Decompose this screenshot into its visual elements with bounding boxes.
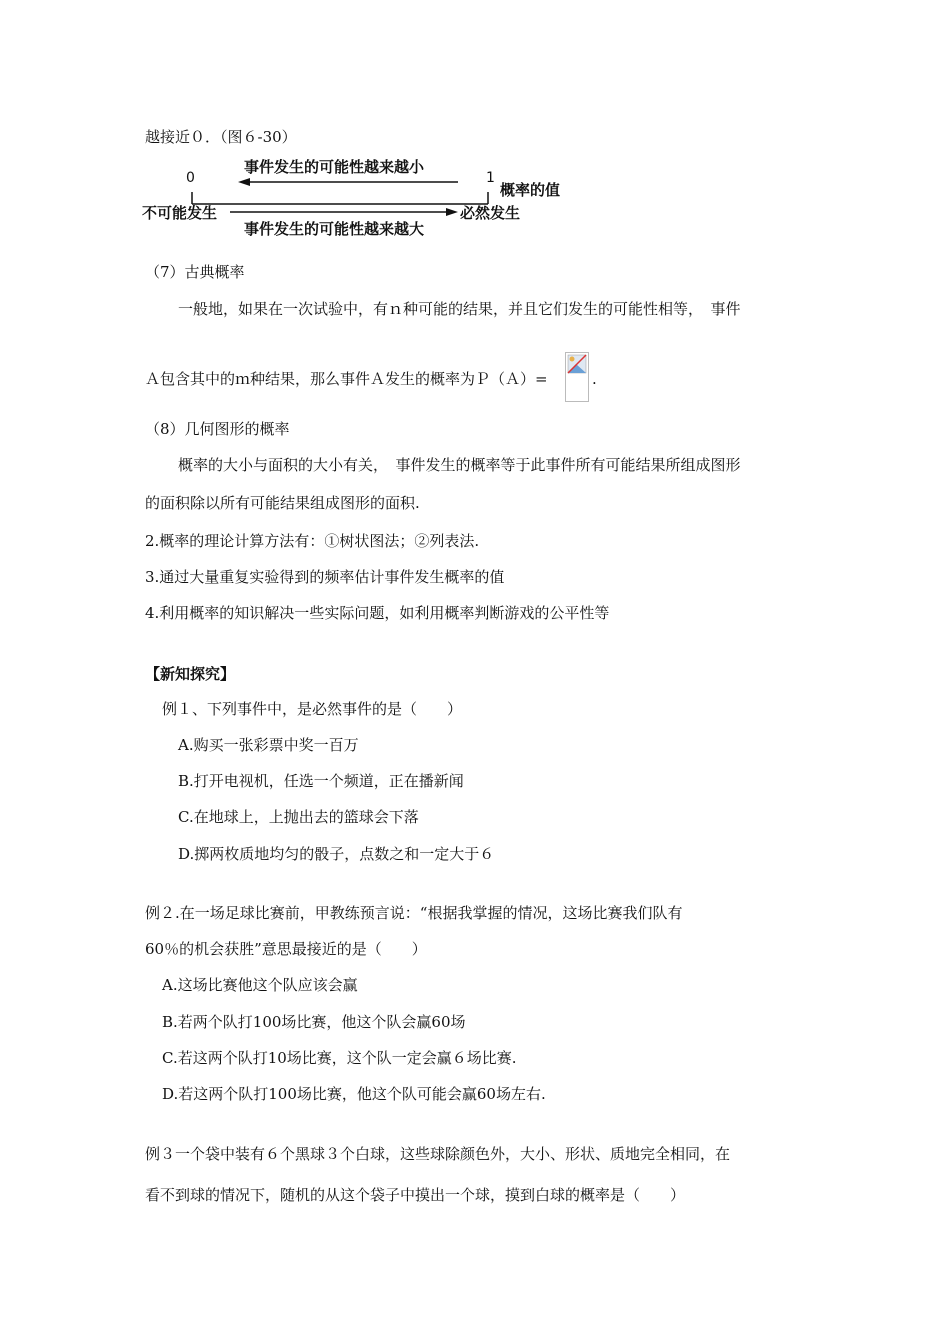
example-3-line2: 看不到球的情况下，随机的从这个袋子中摸出一个球，摸到白球的概率是（ ）	[145, 1186, 686, 1204]
intro-line: 越接近０．（图６-30）	[145, 128, 297, 146]
list-item-2: 2.概率的理论计算方法有：①树状图法；②列表法.	[145, 532, 480, 550]
value-label: 概率的值	[500, 181, 561, 199]
broken-image-icon	[566, 353, 588, 401]
example-2-option-c: C.若这两个队打10场比赛，这个队一定会赢６场比赛.	[162, 1049, 517, 1067]
section-7-para-end: .	[592, 370, 597, 388]
left-label: 不可能发生	[142, 204, 218, 222]
probability-scale-diagram	[140, 152, 580, 242]
scale-lines	[140, 152, 580, 242]
example-1-option-a: A.购买一张彩票中奖一百万	[178, 736, 359, 754]
example-2-option-b: B.若两个队打100场比赛，他这个队会赢60场	[162, 1013, 466, 1031]
example-1-option-c: C.在地球上，上抛出去的篮球会下落	[178, 808, 419, 826]
section-heading: 【新知探究】	[145, 665, 236, 683]
scale-one: 1	[486, 170, 495, 186]
top-arrow-label: 事件发生的可能性越来越小	[244, 158, 425, 176]
right-label: 必然发生	[460, 204, 521, 222]
example-2-option-d: D.若这两个队打100场比赛，他这个队可能会赢60场左右.	[162, 1085, 546, 1103]
section-8-para-line1: 概率的大小与面积的大小有关， 事件发生的概率等于此事件所有可能结果所组成图形	[178, 456, 741, 474]
bottom-arrowhead	[446, 208, 458, 216]
example-1-option-b: B.打开电视机，任选一个频道，正在播新闻	[178, 772, 464, 790]
bottom-arrow-label: 事件发生的可能性越来越大	[244, 220, 425, 238]
formula-image-icon	[565, 352, 589, 402]
section-7-para-line1: 一般地，如果在一次试验中，有ｎ种可能的结果，并且它们发生的可能性相等， 事件	[178, 300, 741, 318]
section-8-para-line2: 的面积除以所有可能结果组成图形的面积.	[145, 494, 420, 512]
example-2-question-line2: 60％的机会获胜”意思最接近的是（ ）	[145, 940, 427, 958]
example-2-option-a: A.这场比赛他这个队应该会赢	[162, 976, 358, 994]
scale-zero: 0	[186, 170, 195, 186]
list-item-3: 3.通过大量重复实验得到的频率估计事件发生概率的值	[145, 568, 505, 586]
top-arrowhead	[238, 178, 250, 186]
example-3-line1: 例３一个袋中装有６个黑球３个白球，这些球除颜色外，大小、形状、质地完全相同，在	[145, 1145, 731, 1163]
section-7-title: （7）古典概率	[145, 263, 245, 281]
example-1-question: 例１、下列事件中，是必然事件的是（ ）	[162, 700, 463, 718]
section-7-para-line2: Ａ包含其中的ｍ种结果，那么事件Ａ发生的概率为Ｐ（Ａ）=	[145, 370, 548, 388]
example-2-question-line1: 例２.在一场足球比赛前，甲教练预言说：“根据我掌握的情况，这场比赛我们队有	[145, 904, 683, 922]
list-item-4: 4.利用概率的知识解决一些实际问题，如利用概率判断游戏的公平性等	[145, 604, 610, 622]
example-1-option-d: D.掷两枚质地均匀的骰子，点数之和一定大于６	[178, 845, 495, 863]
section-8-title: （8）几何图形的概率	[145, 420, 290, 438]
